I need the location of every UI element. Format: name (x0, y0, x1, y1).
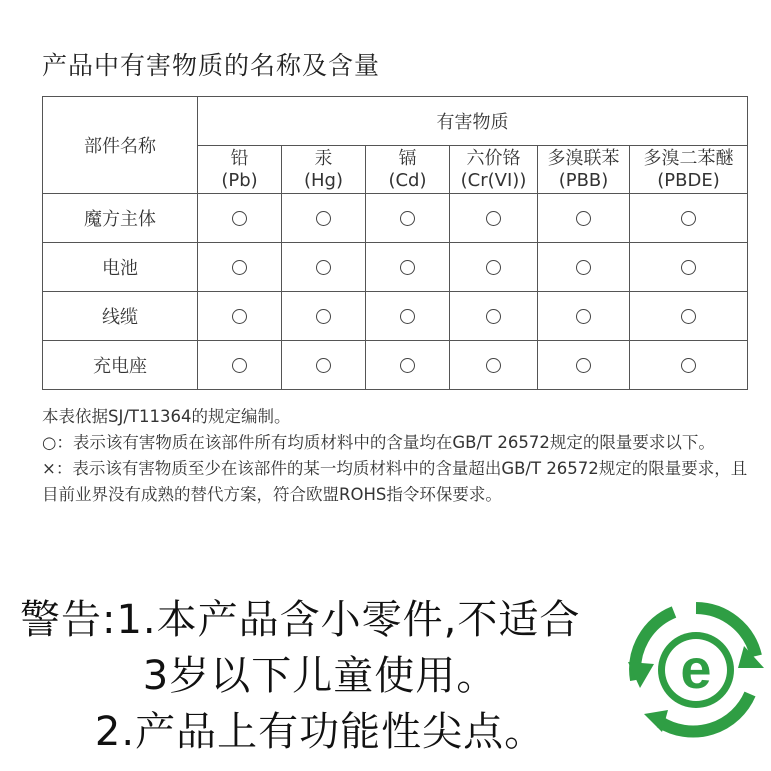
warning-line-2: 3岁以下儿童使用。 (142, 653, 498, 699)
warning-line-1: 警告:1.本产品含小零件,不适合 (20, 597, 581, 643)
compliance-mark-cell (282, 194, 366, 243)
circle-mark-icon (400, 309, 415, 324)
note-cross-meaning: ×：表示该有害物质至少在该部件的某一均质材料中的含量超出GB/T 26572规定的限量要求，且目前业界没有成熟的替代方案，符合欧盟ROHS指令环保要求。 (42, 459, 748, 504)
circle-mark-icon (681, 358, 696, 373)
hazard-substance-header: 有害物质 (198, 97, 748, 146)
circle-mark-icon (576, 309, 591, 324)
table-row (43, 292, 748, 341)
page-title: 产品中有害物质的名称及含量 (42, 51, 381, 80)
compliance-mark-cell (282, 341, 366, 390)
footnotes (42, 404, 752, 508)
compliance-mark-cell (198, 292, 282, 341)
hazard-substance-table (42, 96, 748, 390)
note-circle-meaning: ○：表示该有害物质在该部件所有均质材料中的含量均在GB/T 26572规定的限量要求以下。 (42, 433, 715, 452)
table-row (43, 243, 748, 292)
circle-mark-icon (681, 260, 696, 275)
circle-mark-icon (400, 358, 415, 373)
circle-mark-icon (486, 309, 501, 324)
substance-header-cd: 镉 (Cd) (366, 146, 450, 194)
circle-mark-icon (486, 260, 501, 275)
compliance-mark-cell (538, 341, 630, 390)
compliance-mark-cell (630, 194, 748, 243)
compliance-mark-cell (198, 194, 282, 243)
warning-line-3: 2.产品上有功能性尖点。 (94, 709, 546, 755)
compliance-mark-cell (630, 243, 748, 292)
substance-header-pbb: 多溴联苯 (PBB) (538, 146, 630, 194)
compliance-mark-cell (366, 292, 450, 341)
compliance-mark-cell (198, 243, 282, 292)
circle-mark-icon (316, 260, 331, 275)
part-name-cell: 充电座 (43, 341, 198, 390)
compliance-mark-cell (366, 243, 450, 292)
compliance-mark-cell (366, 341, 450, 390)
circle-mark-icon (681, 309, 696, 324)
compliance-mark-cell (538, 243, 630, 292)
compliance-mark-cell (450, 194, 538, 243)
eco-letter: e (680, 637, 712, 700)
part-name-cell: 魔方主体 (43, 194, 198, 243)
compliance-mark-cell (630, 341, 748, 390)
compliance-mark-cell (538, 194, 630, 243)
circle-mark-icon (232, 211, 247, 226)
circle-mark-icon (486, 358, 501, 373)
circle-mark-icon (681, 211, 696, 226)
compliance-mark-cell (282, 292, 366, 341)
circle-mark-icon (316, 211, 331, 226)
compliance-mark-cell (450, 243, 538, 292)
part-name-cell: 电池 (43, 243, 198, 292)
table-row (43, 194, 748, 243)
circle-mark-icon (232, 358, 247, 373)
warning-block (0, 592, 640, 760)
circle-mark-icon (316, 358, 331, 373)
circle-mark-icon (316, 309, 331, 324)
compliance-mark-cell (366, 194, 450, 243)
part-name-cell: 线缆 (43, 292, 198, 341)
part-name-header: 部件名称 (43, 97, 198, 194)
compliance-mark-cell (450, 341, 538, 390)
circle-mark-icon (576, 211, 591, 226)
circle-mark-icon (232, 260, 247, 275)
note-standard: 本表依据SJ/T11364的规定编制。 (42, 407, 291, 426)
substance-header-hg: 汞 (Hg) (282, 146, 366, 194)
circle-mark-icon (400, 211, 415, 226)
circle-mark-icon (486, 211, 501, 226)
eco-e-recycle-icon (624, 598, 768, 742)
compliance-mark-cell (450, 292, 538, 341)
compliance-mark-cell (282, 243, 366, 292)
circle-mark-icon (400, 260, 415, 275)
compliance-mark-cell (538, 292, 630, 341)
table-row (43, 341, 748, 390)
substance-header-pbde: 多溴二苯醚 (PBDE) (630, 146, 748, 194)
circle-mark-icon (576, 260, 591, 275)
compliance-mark-cell (630, 292, 748, 341)
compliance-mark-cell (198, 341, 282, 390)
substance-header-cr6: 六价铬 (Cr(VI)) (450, 146, 538, 194)
circle-mark-icon (576, 358, 591, 373)
circle-mark-icon (232, 309, 247, 324)
substance-header-pb: 铅 (Pb) (198, 146, 282, 194)
